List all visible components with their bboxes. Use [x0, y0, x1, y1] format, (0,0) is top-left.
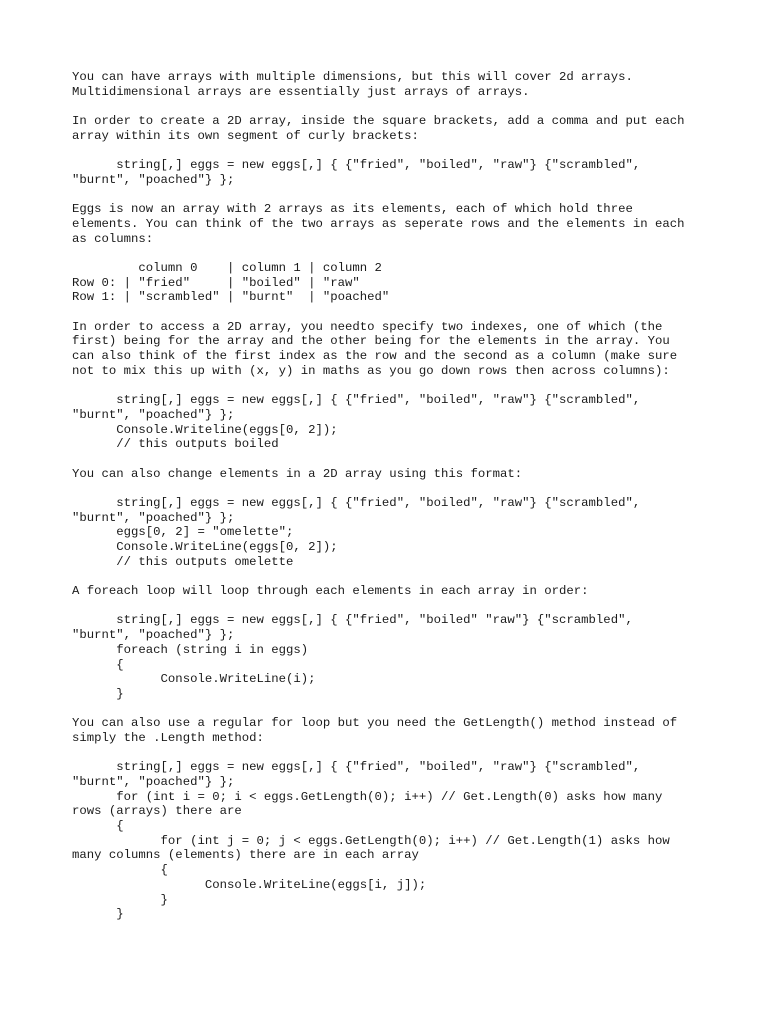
paragraph-spacer [72, 378, 712, 393]
text-line: "burnt", "poached"} }; [72, 172, 235, 187]
text-line: rows (arrays) there are [72, 804, 242, 819]
text-line: string[,] eggs = new eggs[,] { {"fried", "boiled", "raw"} {"scrambled", [72, 760, 641, 775]
paragraph-spacer [72, 599, 712, 614]
text-line: { [72, 863, 168, 878]
text-line: string[,] eggs = new eggs[,] { {"fried", "boiled", "raw"} {"scrambled", [72, 393, 641, 408]
text-line: { [72, 819, 124, 834]
paragraph [72, 114, 712, 143]
paragraph [72, 613, 712, 701]
paragraph-spacer [72, 702, 712, 717]
text-line: You can also change elements in a 2D array using this format: [72, 466, 523, 481]
text-line: for (int j = 0; j < eggs.GetLength(0); i++) // Get.Length(1) asks how [72, 833, 670, 848]
text-line: "burnt", "poached"} }; [72, 510, 235, 525]
text-line: not to mix this up with (x, y) in maths as you go down rows then across columns): [72, 363, 670, 378]
text-line: eggs[0, 2] = "omelette"; [72, 525, 294, 540]
text-line: column 0 | column 1 | column 2 [72, 260, 382, 275]
text-line: { [72, 657, 124, 672]
text-line: "burnt", "poached"} }; [72, 628, 235, 643]
text-line: } [72, 907, 124, 922]
paragraph [72, 584, 712, 599]
paragraph [72, 202, 712, 246]
text-line: Row 1: | "scrambled" | "burnt" | "poached" [72, 290, 390, 305]
text-line: simply the .Length method: [72, 730, 264, 745]
text-line: Row 0: | "fried" | "boiled" | "raw" [72, 275, 360, 290]
paragraph-spacer [72, 569, 712, 584]
text-line: In order to access a 2D array, you needto specify two indexes, one of which (the [72, 319, 663, 334]
text-line: first) being for the array and the other being for the elements in the array. You [72, 334, 670, 349]
text-line: You can also use a regular for loop but you need the GetLength() method instead of [72, 716, 678, 731]
text-line: "burnt", "poached"} }; [72, 775, 235, 789]
text-line: Console.WriteLine(i); [72, 672, 316, 687]
text-line: can also think of the first index as the row and the second as a column (make sure [72, 349, 678, 364]
paragraph-spacer [72, 746, 712, 761]
paragraph-spacer [72, 452, 712, 467]
text-line: // this outputs omelette [72, 554, 294, 569]
text-line: } [72, 686, 124, 701]
paragraph [72, 393, 712, 452]
text-line: A foreach loop will loop through each elements in each array in order: [72, 584, 589, 599]
text-line: Multidimensional arrays are essentially just arrays of arrays. [72, 84, 530, 99]
text-line: array within its own segment of curly brackets: [72, 128, 419, 143]
text-line: for (int i = 0; i < eggs.GetLength(0); i++) // Get.Length(0) asks how many [72, 789, 663, 804]
text-line: Console.WriteLine(eggs[i, j]); [72, 877, 427, 892]
text-line: Eggs is now an array with 2 arrays as its elements, each of which hold three [72, 202, 633, 217]
paragraph-spacer [72, 246, 712, 261]
text-line: // this outputs boiled [72, 437, 279, 452]
text-line: Console.Writeline(eggs[0, 2]); [72, 422, 338, 437]
text-line: string[,] eggs = new eggs[,] { {"fried", "boiled", "raw"} {"scrambled", [72, 495, 641, 510]
paragraph [72, 716, 712, 745]
text-line: elements. You can think of the two arrays as seperate rows and the elements in each [72, 216, 685, 231]
text-line: string[,] eggs = new eggs[,] { {"fried", "boiled", "raw"} {"scrambled", [72, 158, 641, 173]
paragraph-spacer [72, 481, 712, 496]
paragraph [72, 760, 712, 922]
text-line: You can have arrays with multiple dimensions, but this will cover 2d arrays. [72, 70, 633, 84]
text-line: foreach (string i in eggs) [72, 642, 309, 657]
text-line: "burnt", "poached"} }; [72, 407, 235, 422]
text-line: many columns (elements) there are in each array [72, 848, 419, 863]
paragraph [72, 158, 712, 187]
paragraph-spacer [72, 305, 712, 320]
text-line: In order to create a 2D array, inside the square brackets, add a comma and put each [72, 114, 685, 129]
paragraph [72, 70, 712, 99]
paragraph [72, 496, 712, 569]
paragraph-spacer [72, 99, 712, 114]
paragraph [72, 320, 712, 379]
text-line: string[,] eggs = new eggs[,] { {"fried", "boiled" "raw"} {"scrambled", [72, 613, 633, 628]
text-line: } [72, 892, 168, 907]
paragraph-spacer [72, 188, 712, 203]
paragraph-spacer [72, 143, 712, 158]
text-line: as columns: [72, 231, 154, 246]
paragraph [72, 261, 712, 305]
document-body [72, 70, 712, 922]
text-line: Console.WriteLine(eggs[0, 2]); [72, 540, 338, 554]
paragraph [72, 467, 712, 482]
